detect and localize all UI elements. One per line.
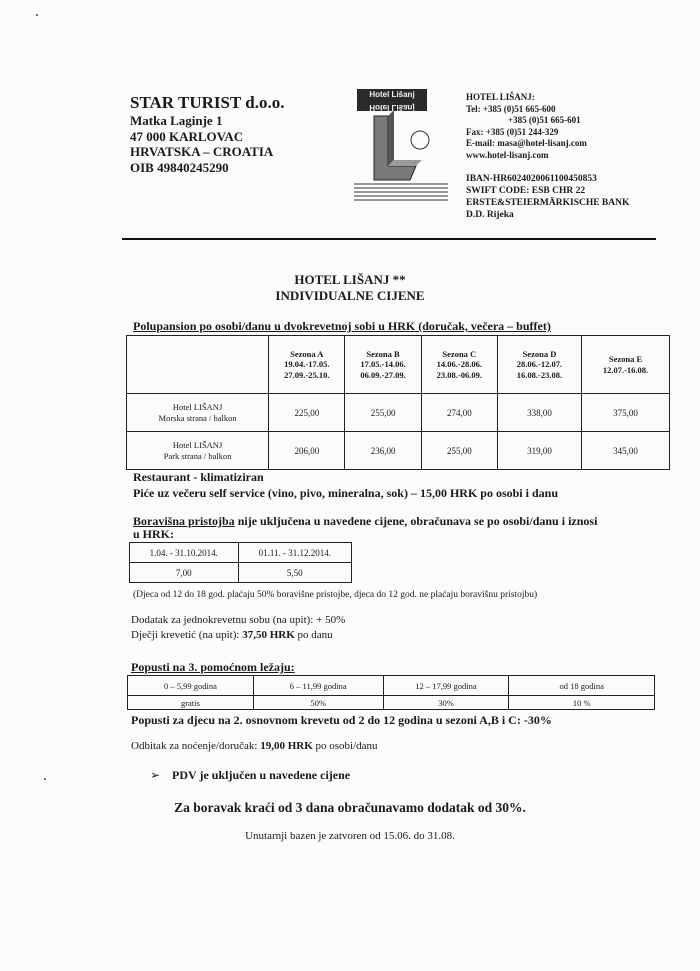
table-row [127, 432, 670, 470]
drinks-note: Piće uz večeru self service (vino, pivo, mineralna, sok) – 15,00 HRK po osobi i danu [133, 486, 558, 500]
arrow-bullet-icon: ➢ [150, 768, 161, 782]
vat-note: ➢ PDV je uključen u navedene cijene [150, 768, 351, 782]
tax-value-cell: 7,00 [130, 563, 239, 583]
header-divider [122, 238, 656, 240]
price-cell: 255,00 [421, 432, 497, 470]
hotel-fax: Fax: +385 (0)51 244-329 [466, 126, 559, 137]
table-row [128, 696, 655, 710]
price-cell: 319,00 [497, 432, 581, 470]
table-corner-cell [127, 336, 269, 394]
company-oib: OIB 49840245290 [130, 159, 229, 175]
company-block [130, 92, 284, 175]
season-header: Sezona E 12.07.-16.08. [582, 336, 670, 394]
tax-period-cell: 01.11. - 31.12.2014. [238, 543, 351, 563]
age-cell: 0 – 5,99 godina [128, 676, 254, 696]
table-row [127, 394, 670, 432]
discount-cell: 30% [383, 696, 509, 710]
single-supplement: Dodatak za jednokrevetnu sobu (na upit): + 50% [131, 614, 346, 626]
row-label: Hotel LIŠANJ Park strana / balkon [127, 432, 269, 470]
bank-swift: SWIFT CODE: ESB CHR 22 [466, 186, 586, 196]
discounts-table [127, 675, 655, 710]
discount-cell: 50% [253, 696, 383, 710]
company-address-line: HRVATSKA – CROATIA [130, 144, 274, 159]
hotel-lisanj-logo-icon [352, 86, 450, 206]
scan-speck [44, 778, 46, 780]
page-title: HOTEL LIŠANJ ** [294, 272, 406, 287]
price-cell: 338,00 [497, 394, 581, 432]
page-subtitle: INDIVIDUALNE CIJENE [275, 288, 425, 303]
table-row [130, 563, 352, 583]
company-name: STAR TURIST d.o.o. [130, 93, 285, 112]
bank-name: ERSTE&STEIERMÄRKISCHE BANK [466, 198, 630, 208]
season-header: Sezona C 14.06.-28.06. 23.08.-06.09. [421, 336, 497, 394]
tax-heading: Boravišna pristojba nije uključena u navedene cijene, obračunava se po osobi/danu i iznosi [133, 514, 598, 528]
table-header-row [127, 336, 670, 394]
age-cell: 6 – 11,99 godina [253, 676, 383, 696]
tax-note: (Djeca od 12 do 18 god. plaćaju 50% boravišne pristojbe, djeca do 12 god. ne plaćaju boravišnu pristojbu) [133, 590, 538, 600]
hotel-contact-block [466, 92, 587, 161]
cot-supplement: Dječji krevetić (na upit): 37,50 HRK po danu [131, 629, 333, 641]
price-cell: 345,00 [582, 432, 670, 470]
row-label: Hotel LIŠANJ Morska strana / balkon [127, 394, 269, 432]
hotel-tel: Tel: +385 (0)51 665-600 [466, 103, 556, 114]
hotel-email: E-mail: masa@hotel-lisanj.com [466, 138, 587, 148]
price-cell: 375,00 [582, 394, 670, 432]
table-row [128, 676, 655, 696]
price-cell: 225,00 [269, 394, 345, 432]
tax-table [129, 542, 352, 583]
tax-period-cell: 1.04. - 31.10.2014. [130, 543, 239, 563]
price-cell: 255,00 [345, 394, 421, 432]
scan-speck [36, 14, 38, 16]
age-cell: 12 – 17,99 godina [383, 676, 509, 696]
bank-iban: IBAN-HR6024020061100450853 [466, 174, 597, 184]
hotel-web: www.hotel-lisanj.com [466, 149, 549, 160]
tax-heading-line2: u HRK: [133, 527, 175, 541]
children-discount-note: Popusti za djecu na 2. osnovnom krevetu od 2 do 12 godina u sezoni A,B i C: -30% [131, 713, 552, 727]
company-address-line: 47 000 KARLOVAC [130, 128, 244, 144]
age-cell: od 18 godina [509, 676, 655, 696]
season-header: Sezona D 28.06.-12.07. 16.08.-23.08. [497, 336, 581, 394]
deduction-note: Odbitak za noćenje/doručak: 19,00 HRK po osobi/danu [131, 740, 378, 752]
price-cell: 206,00 [269, 432, 345, 470]
table-row [130, 543, 352, 563]
discount-cell: gratis [128, 696, 254, 710]
discounts-heading: Popusti na 3. pomoćnom ležaju: [131, 660, 295, 674]
logo-text: Hotel Lišanj [369, 90, 415, 99]
hotel-contact-name: HOTEL LIŠANJ: [466, 92, 535, 102]
price-table [126, 335, 670, 470]
price-cell: 236,00 [345, 432, 421, 470]
company-address-line: Matka Laginje 1 [130, 113, 223, 128]
season-header: Sezona B 17.05.-14.06. 06.09.-27.09. [345, 336, 421, 394]
discount-cell: 10 % [509, 696, 655, 710]
price-cell: 274,00 [421, 394, 497, 432]
season-header: Sezona A 19.04.-17.05. 27.09.-25.10. [269, 336, 345, 394]
short-stay-note: Za boravak kraći od 3 dana obračunavamo dodatak od 30%. [174, 800, 526, 815]
svg-text:Hotel Lišanj: Hotel Lišanj [369, 103, 415, 112]
hotel-tel-extra: +385 (0)51 665-601 [508, 115, 581, 125]
tax-value-cell: 5,50 [238, 563, 351, 583]
bank-city: D.D. Rijeka [466, 210, 514, 220]
bank-block [466, 173, 629, 221]
restaurant-note: Restaurant - klimatiziran [133, 470, 264, 484]
pool-note: Unutarnji bazen je zatvoren od 15.06. do 31.08. [245, 830, 455, 842]
halfboard-heading: Polupansion po osobi/danu u dvokrevetnoj sobi u HRK (doručak, večera – buffet) [133, 319, 551, 333]
